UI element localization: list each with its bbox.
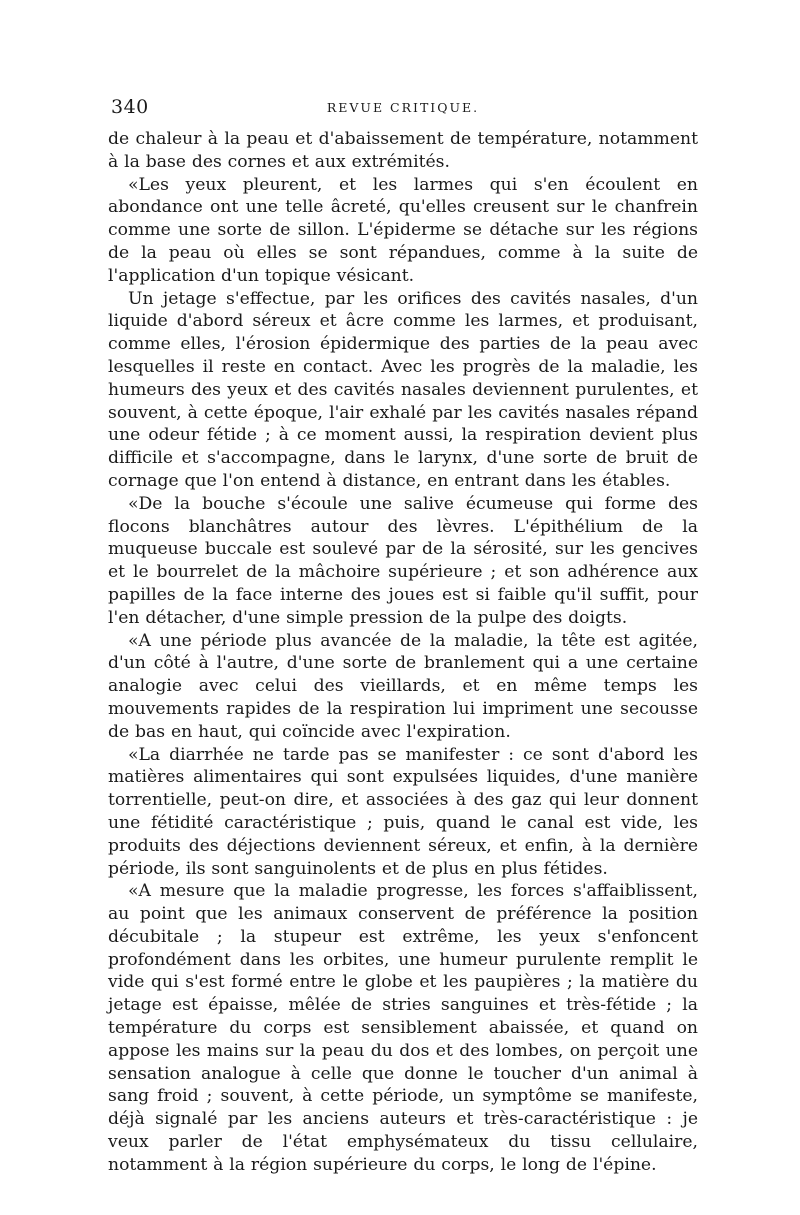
body-text <box>108 128 698 1177</box>
journal-title: REVUE CRITIQUE. <box>326 100 480 115</box>
paragraph-eyes: «Les yeux pleurent, et les larmes qui s'en écoulent en abondance ont une telle âcreté, qu'elles creusent sur le chanfrein comme une sorte de sillon. L'épiderme se détache sur les régions de la peau où elles se sont répandues, comme à la suite de l'application d'un topique vésicant. <box>108 174 698 286</box>
page-number: 340 <box>111 96 149 118</box>
paragraph-head-agitation: «A une période plus avancée de la maladie, la tête est agitée, d'un côté à l'autre, d'une sorte de branlement qui a une certaine analogie avec celui des vieillards, et en même temps les mouvements rapides de la respiration lui impriment une secousse de bas en haut, qui coïncide avec l'expiration. <box>108 630 698 742</box>
paragraph-diarrhea: «La diarrhée ne tarde pas se manifester : ce sont d'abord les matières alimentaires qui sont expulsées liquides, d'une manière torrentielle, peut-on dire, et associées à des gaz qui leur donnent une fétidité caractéristique ; puis, quand le canal est vide, les produits des déjections deviennent séreux, et enfin, à la dernière période, ils sont sanguinolents et de plus en plus fétides. <box>108 744 698 879</box>
paragraph-late-stage: «A mesure que la maladie progresse, les forces s'affaiblissent, au point que les animaux conservent de préférence la position décubitale ; la stupeur est extrême, les yeux s'enfoncent profondément dans les orbites, une humeur purulente remplit le vide qui s'est formé entre le globe et les paupières ; la matière du jetage est épaisse, mêlée de stries sanguines et très-fétide ; la température du corps est sensiblement abaissée, et quand on appose les mains sur la peau du dos et des lombes, on perçoit une sensation analogue à celle que donne le toucher d'un animal à sang froid ; souvent, à cette période, un symptôme se manifeste, déjà signalé par les anciens auteurs et très-caractéristique : je veux parler de l'état emphysémateux du tissu cellulaire, notamment à la région supérieure du corps, le long de l'épine. <box>108 881 698 1175</box>
book-page <box>108 92 698 1177</box>
paragraph-continuation: de chaleur à la peau et d'abaissement de température, notamment à la base des cornes et aux extrémités. <box>108 129 698 172</box>
paragraph-mouth: «De la bouche s'écoule une salive écumeuse qui forme des flocons blanchâtres autour des lèvres. L'épithélium de la muqueuse buccale est soulevé par de la sérosité, sur les gencives et le bourrelet de la mâchoire supérieure ; et son adhérence aux papilles de la face interne des joues est si faible qu'il suffit, pour l'en détacher, d'une simple pression de la pulpe des doigts. <box>108 493 698 628</box>
running-head <box>108 92 698 128</box>
paragraph-nasal-discharge: Un jetage s'effectue, par les orifices des cavités nasales, d'un liquide d'abord séreux et âcre comme les larmes, et produisant, comme elles, l'érosion épidermique des parties de la peau avec lesquelles il reste en contact. Avec les progrès de la maladie, les humeurs des yeux et des cavités nasales deviennent purulentes, et souvent, à cette époque, l'air exhalé par les cavités nasales répand une odeur fétide ; à ce moment aussi, la respiration devient plus difficile et s'accompagne, dans le larynx, d'une sorte de bruit de cornage que l'on entend à distance, en entrant dans les étables. <box>108 288 698 491</box>
